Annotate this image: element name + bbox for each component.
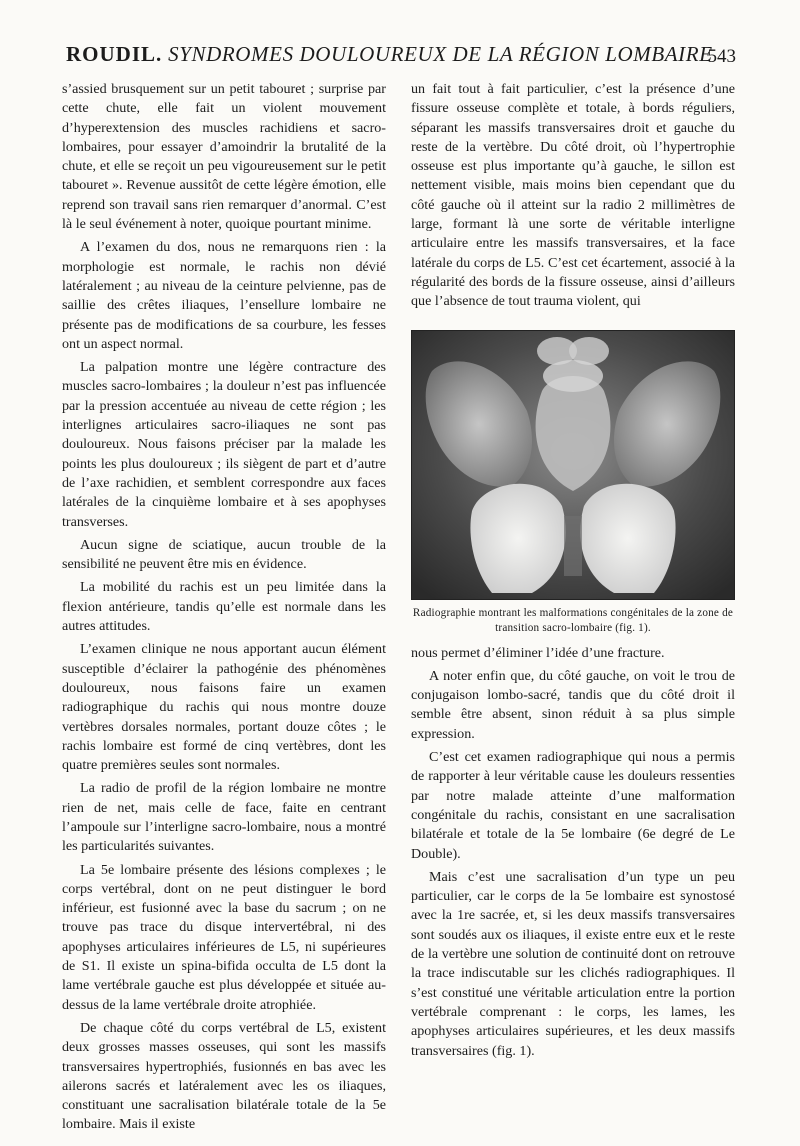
paragraph: La radio de profil de la région lombaire ne montre rien de net, mais celle de face, faite en centrant l’ampoule sur l’interligne sacro-lombaire, nous a montré les particularités suivantes. — [62, 780, 386, 855]
right-column — [411, 80, 735, 1065]
figure — [411, 330, 735, 636]
paragraph: un fait tout à fait particulier, c’est la présence d’une fissure osseuse complète et totale, à bords réguliers, séparant les massifs transversaires droit et gauche du reste de la vertèbre. Du côté droit, où l’hypertrophie osseuse est plus importante qu’à gauche, le sillon est nettement visible, mais moins bien cependant que du côté gauche où il atteint sur la radio 2 millimètres de large, formant là une sorte de véritable interligne articulaire entre les massifs transversaires, et la face latérale du corps de L5. C’est cet écartement, associé à la régularité des bords de la fissure osseuse, ainsi d’ailleurs que l’absence de tout trauma violent, qui — [411, 81, 735, 310]
page-number: 543 — [707, 46, 736, 67]
paragraph: C’est cet examen radiographique qui nous a permis de rapporter à leur véritable cause les douleurs ressenties par notre malade atteinte d’une malformation congénitale du rachis, consistant en une sacralisation bilatérale et totale de la 5e lombaire (6e degré de Le Double). — [411, 749, 735, 862]
paragraph: Aucun signe de sciatique, aucun trouble de la sensibilité ne peuvent être mis en évidence. — [62, 536, 386, 573]
running-head — [66, 42, 713, 67]
paragraph: L’examen clinique ne nous apportant aucun élément susceptible d’éclairer la pathogénie des phénomènes douloureux, nous faisons faire un examen radiographique du rachis qui nous montre douze vertèbres dorsales normales, portant douze côtes ; le rachis lombaire est formé de cinq vertèbres, dont les quatre premières seules sont normales. — [62, 641, 386, 774]
xray-image — [411, 330, 735, 600]
paragraph: La palpation montre une légère contracture des muscles sacro-lombaires ; la douleur n’est pas influencée par la pression accentuée au niveau de cette région ; les interlignes articulaires sacro-iliaques ne sont pas douloureux. Nous faisons préciser par la malade les points les plus douloureux ; ils siègent de part et d’autre de l’axe rachidien, et semblent correspondre aux faces latérales de la cinquième lombaire et à ses apophyses transverses. — [62, 359, 386, 530]
paragraph: A l’examen du dos, nous ne remarquons rien : la morphologie est normale, le rachis non dévié latéralement ; au niveau de la ceinture pelvienne, pas de saillie des crêtes iliaques, l’ensellure lombaire ne présente pas de modifications de sa courbure, les fesses ont un aspect normal. — [62, 239, 386, 352]
paragraph: Mais c’est une sacralisation d’un type un peu particulier, car le corps de la 5e lombaire est synostosé avec la 1re sacrée, et, si les deux massifs transversaires sont soudés aux os iliaques, il existe entre eux et le reste de la vertèbre une solution de continuité dont on retrouve la trace indiscutable sur les clichés radiographiques. Il s’est constitué une véritable articulation entre la portion vertébrale comprenant : le corps, les lames, les apophyses articulaires supérieures, et les deux massifs transversaires (fig. 1). — [411, 868, 735, 1059]
paragraph: nous permet d’éliminer l’idée d’une fracture. — [411, 644, 665, 661]
figure-caption: Radiographie montrant les malformations congénitales de la zone de transition sacro-lombaire (fig. 1). — [412, 606, 734, 634]
paragraph: s’assied brusquement sur un petit tabouret ; surprise par cette chute, elle fait un violent mouvement d’hyperextension des muscles rachidiens et sacro-lombaires, pour essayer d’amoindrir la brutalité de la chute, et elle se reçoit un peu vigoureusement sur le petit tabouret ». Revenue aussitôt de cette légère émotion, elle reprend son travail sans rien remarquer d’anormal. C’est là le seul événement à noter, quoique pourtant minime. — [62, 81, 386, 233]
paragraph: De chaque côté du corps vertébral de L5, existent deux grosses masses osseuses, qui sont les massifs transversaires hypertrophiés, fusionnés en bas avec les ailerons sacrés et latéralement avec les os iliaques, constituant une sacralisation bilatérale totale de la 5e lombaire. Mais il existe — [62, 1019, 386, 1133]
running-head-author: ROUDIL. — [66, 42, 163, 66]
paragraph: A noter enfin que, du côté gauche, on voit le trou de conjugaison lombo-sacré, tandis que du côté droit il semble être absent, sinon réduit à sa plus simple expression. — [411, 667, 735, 742]
paragraph: La 5e lombaire présente des lésions complexes ; le corps vertébral, dont on ne peut distinguer le bord inférieur, est fusionné avec la base du sacrum ; on ne trouve pas trace du disque intervertébral, ni des apophyses articulaires inférieures de L5, ni supérieures de S1. Il existe un spina-bifida occulta de L5 dont la lame vertébrale gauche est plus développée et située au-dessus de la lame vertébrale droite atrophiée. — [62, 861, 386, 1013]
paragraph: La mobilité du rachis est un peu limitée dans la flexion antérieure, tandis qu’elle est normale dans les autres attitudes. — [62, 579, 386, 635]
running-head-title: SYNDROMES DOULOUREUX DE LA RÉGION LOMBAIRE — [162, 42, 713, 66]
left-column — [62, 80, 386, 1139]
running-header — [66, 42, 736, 72]
